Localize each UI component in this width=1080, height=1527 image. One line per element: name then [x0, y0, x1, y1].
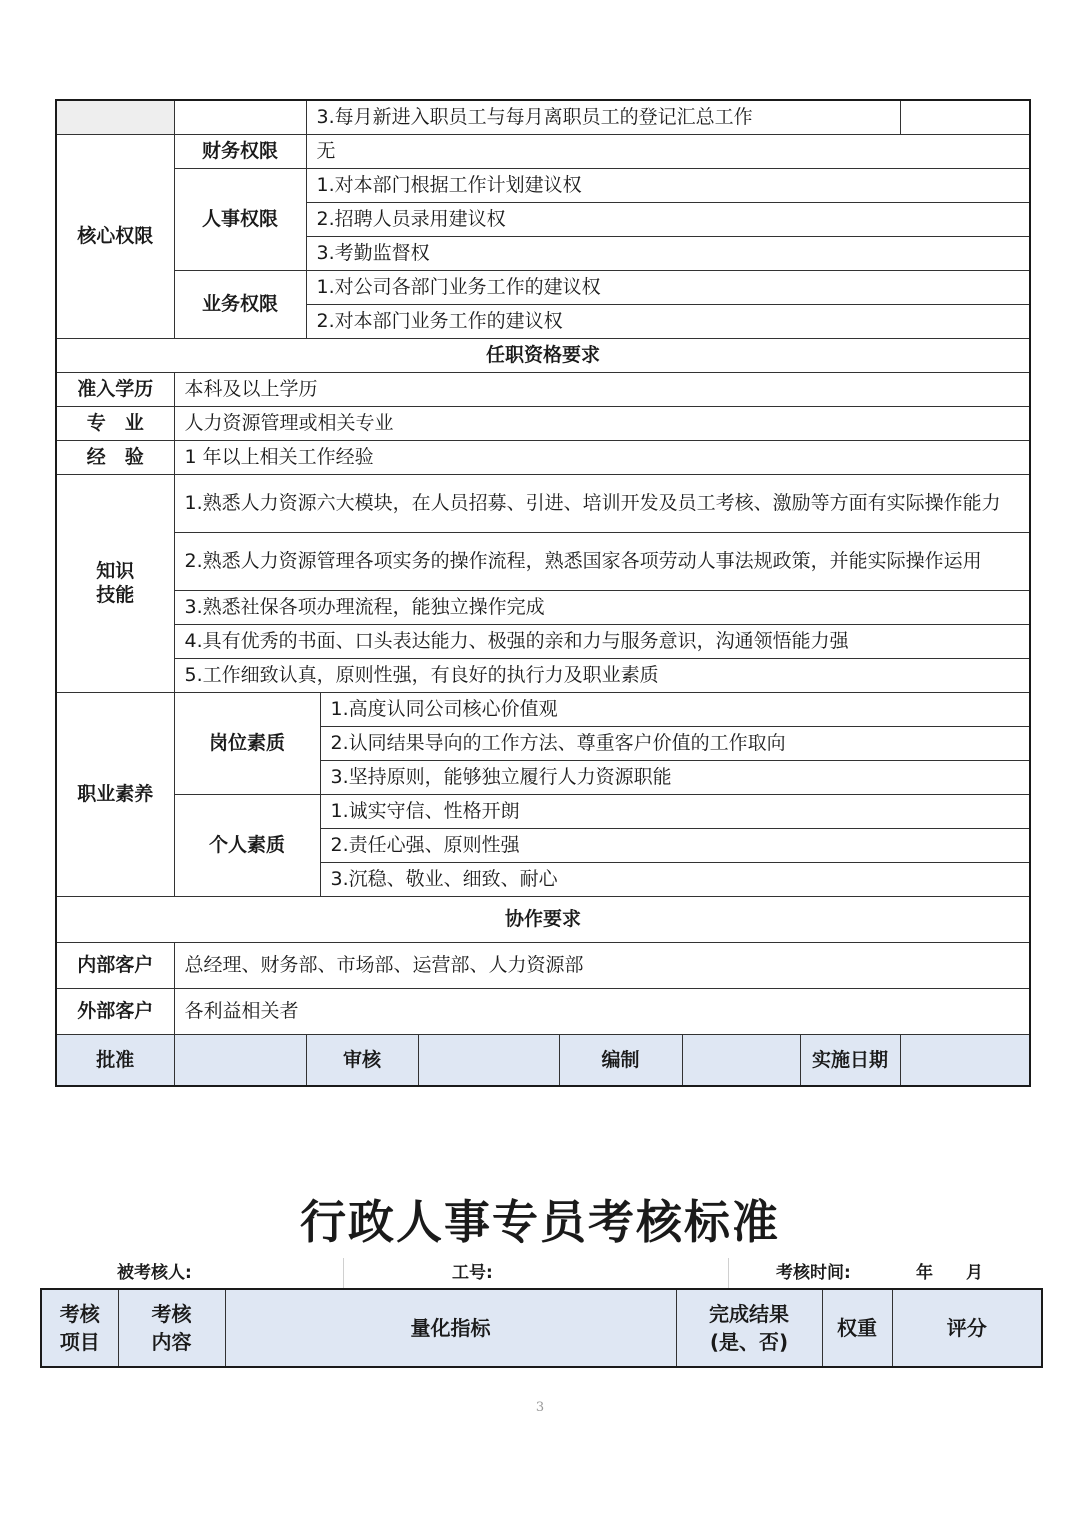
external-client-label: 外部客户 [56, 988, 174, 1034]
skill-item: 5.工作细致认真，原则性强，有良好的执行力及职业素质 [174, 658, 1030, 692]
personal-quality-item: 1.诚实守信、性格开朗 [320, 794, 1030, 828]
experience-label: 经 验 [56, 440, 174, 474]
meta-divider [343, 1258, 344, 1288]
month-label: 月 [966, 1263, 983, 1283]
personnel-authority-label: 人事权限 [174, 168, 306, 270]
position-quality-item: 1.高度认同公司核心价值观 [320, 692, 1030, 726]
header-content-line1: 考核 [151, 1302, 192, 1326]
header-weight: 权重 [822, 1289, 892, 1367]
approve-label: 批准 [56, 1034, 174, 1086]
assessee-label: 被考核人: [117, 1263, 192, 1283]
assessment-meta-row [40, 1258, 1041, 1288]
header-item-line1: 考核 [59, 1302, 100, 1326]
header-result [676, 1289, 822, 1367]
signoff-row [56, 1034, 1030, 1086]
skills-label [56, 474, 174, 692]
internal-client-value: 总经理、财务部、市场部、运营部、人力资源部 [174, 942, 1030, 988]
skill-item: 4.具有优秀的书面、口头表达能力、极强的亲和力与服务意识，沟通领悟能力强 [174, 624, 1030, 658]
duty-label-cell [56, 100, 174, 134]
cooperation-header: 协作要求 [56, 896, 1030, 942]
skill-item: 1.熟悉人力资源六大模块，在人员招募、引进、培训开发及员工考核、激励等方面有实际操作能力 [174, 474, 1030, 532]
position-quality-label: 岗位素质 [174, 692, 320, 794]
personnel-authority-item: 3.考勤监督权 [306, 236, 1030, 270]
personal-quality-item: 2.责任心强、原则性强 [320, 828, 1030, 862]
header-result-line2: (是、否) [709, 1330, 789, 1354]
position-quality-item: 2.认同结果导向的工作方法、尊重客户价值的工作取向 [320, 726, 1030, 760]
duty-item: 3.每月新进入职员工与每月离职员工的登记汇总工作 [306, 100, 900, 134]
qualification-header: 任职资格要求 [56, 338, 1030, 372]
major-label: 专 业 [56, 406, 174, 440]
date-field[interactable] [900, 1034, 1030, 1086]
duty-extra-cell [900, 100, 1030, 134]
compile-field[interactable] [682, 1034, 800, 1086]
education-label: 准入学历 [56, 372, 174, 406]
personal-quality-label: 个人素质 [174, 794, 320, 896]
personnel-authority-item: 2.招聘人员录用建议权 [306, 202, 1030, 236]
skill-item: 2.熟悉人力资源管理各项实务的操作流程，熟悉国家各项劳动人事法规政策，并能实际操作运用 [174, 532, 1030, 590]
review-label: 审核 [306, 1034, 418, 1086]
skill-item: 3.熟悉社保各项办理流程，能独立操作完成 [174, 590, 1030, 624]
header-indicator: 量化指标 [225, 1289, 676, 1367]
professionalism-label: 职业素养 [56, 692, 174, 896]
business-authority-item: 2.对本部门业务工作的建议权 [306, 304, 1030, 338]
internal-client-label: 内部客户 [56, 942, 174, 988]
assessment-title: 行政人事专员考核标准 [300, 1195, 780, 1249]
review-field[interactable] [418, 1034, 559, 1086]
skills-label-line1: 知识 [96, 560, 135, 582]
meta-divider [728, 1258, 729, 1288]
header-score: 评分 [892, 1289, 1042, 1367]
personnel-authority-item: 1.对本部门根据工作计划建议权 [306, 168, 1030, 202]
date-label: 实施日期 [800, 1034, 900, 1086]
finance-authority-value: 无 [306, 134, 1030, 168]
compile-label: 编制 [559, 1034, 682, 1086]
header-assessment-item [41, 1289, 118, 1367]
duty-row [56, 100, 1030, 134]
duty-sub-cell [174, 100, 306, 134]
year-label: 年 [916, 1263, 933, 1283]
header-content-line2: 内容 [151, 1330, 192, 1354]
experience-value: 1 年以上相关工作经验 [174, 440, 1030, 474]
id-no-label: 工号: [452, 1263, 493, 1283]
position-quality-item: 3.坚持原则，能够独立履行人力资源职能 [320, 760, 1030, 794]
assessment-header-row [41, 1289, 1042, 1367]
header-assessment-content [118, 1289, 225, 1367]
education-value: 本科及以上学历 [174, 372, 1030, 406]
assessment-table [40, 1288, 1043, 1368]
header-result-line1: 完成结果 [709, 1302, 789, 1326]
skills-label-line2: 技能 [96, 584, 135, 606]
core-authority-label: 核心权限 [56, 134, 174, 338]
business-authority-item: 1.对公司各部门业务工作的建议权 [306, 270, 1030, 304]
approve-field[interactable] [174, 1034, 306, 1086]
external-client-value: 各利益相关者 [174, 988, 1030, 1034]
personal-quality-item: 3.沉稳、敬业、细致、耐心 [320, 862, 1030, 896]
header-item-line2: 项目 [59, 1330, 100, 1354]
assessment-time-label: 考核时间: [776, 1263, 851, 1283]
business-authority-label: 业务权限 [174, 270, 306, 338]
job-description-table [55, 99, 1031, 1087]
finance-authority-label: 财务权限 [174, 134, 306, 168]
major-value: 人力资源管理或相关专业 [174, 406, 1030, 440]
page-number: 3 [535, 1400, 545, 1415]
